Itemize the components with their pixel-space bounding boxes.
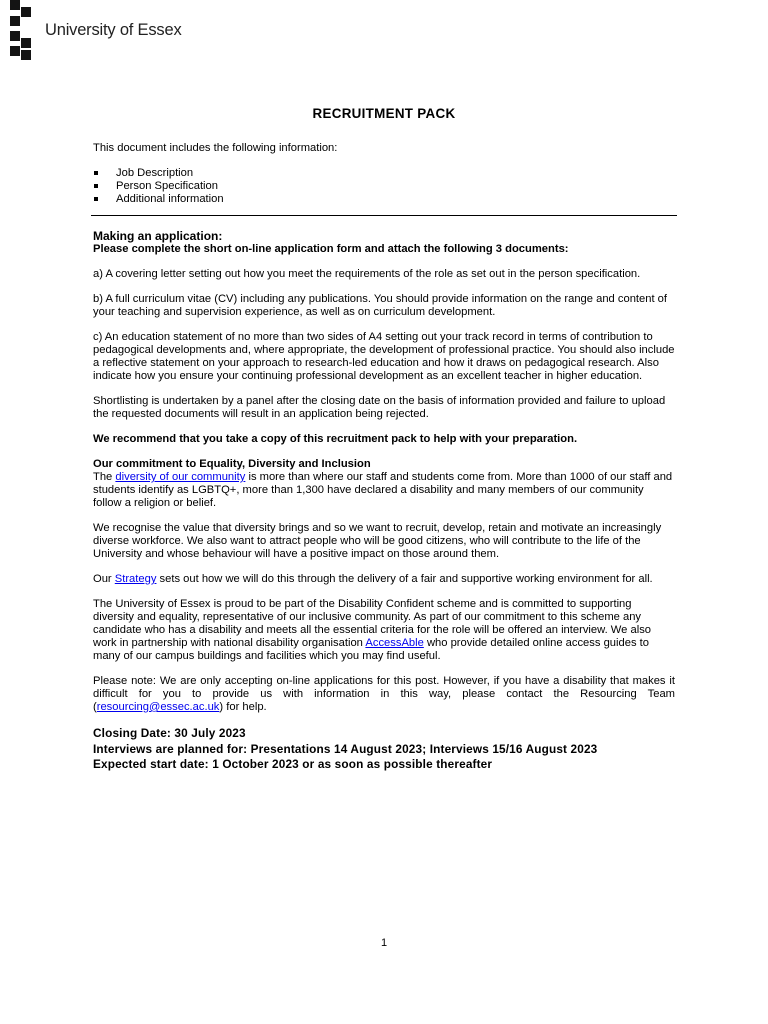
logo-text: University of Essex <box>45 21 182 39</box>
equality-paragraph-2: We recognise the value that diversity brings and so we want to recruit, develop, retain and motivate an increasingly diverse workforce. We also want to attract people who will be good citizens, who will contribute to the life of the University and whose behaviour will have a positive impact on those around them. <box>93 522 662 560</box>
resourcing-email-link[interactable]: resourcing@essec.ac.uk <box>96 701 220 713</box>
recommend-text: We recommend that you take a copy of this recruitment pack to help with your preparation. <box>93 433 578 445</box>
list-item: Job Description <box>93 167 675 180</box>
page-number: 1 <box>380 937 388 949</box>
closing-date: Closing Date: 30 July 2023 <box>93 726 246 740</box>
equality-paragraph-3: Our Strategy sets out how we will do this through the delivery of a fair and supportive working environment for all. <box>93 573 653 585</box>
requirement-c: c) An education statement of no more than two sides of A4 setting out your track record in terms of contribution to pedagogical developments and, where appropriate, the development of professional practice. You should also include a reflective statement on your approach to research-led education and how it draws on pedagogical research. Also indicate how you ensure your continuing professional development as an excellent teacher in higher education. <box>93 331 675 382</box>
application-subheading: Please complete the short on-line application form and attach the following 3 documents: <box>93 243 569 255</box>
equality-paragraph-5: Please note: We are only accepting on-line applications for this post. However, if you have a disability that makes it difficult for you to provide us with information in this way, please contact the Resourcing Team (resourcing@essec.ac.uk) for help. <box>93 675 675 713</box>
document-body <box>93 142 675 773</box>
bullet-icon <box>94 197 98 201</box>
requirement-a: a) A covering letter setting out how you meet the requirements of the role as set out in the person specification. <box>93 268 641 280</box>
intro-text: This document includes the following information: <box>93 142 338 154</box>
bullet-icon <box>94 184 98 188</box>
strategy-link[interactable]: Strategy <box>114 573 157 585</box>
equality-paragraph-1: The diversity of our community is more than where our staff and students come from. More than 1000 of our staff and students identify as LGBTQ+, more than 1,300 have declared a disability and many members of our community follow a religion or belief. <box>93 471 673 509</box>
list-item: Person Specification <box>93 180 675 193</box>
includes-list <box>93 167 675 206</box>
university-logo <box>10 0 36 60</box>
list-item: Additional information <box>93 193 675 206</box>
divider <box>91 215 677 216</box>
equality-paragraph-4: The University of Essex is proud to be part of the Disability Confident scheme and is committed to supporting diversity and equality, representative of our inclusive community. As part of our commitment to this scheme any candidate who has a disability and meets all the essential criteria for the role will be offered an interview. We also work in partnership with national disability organisation AccessAble who provide detailed online access guides to many of our campus buildings and facilities which you may find useful. <box>93 598 652 662</box>
start-date: Expected start date: 1 October 2023 or as soon as possible thereafter <box>93 757 493 771</box>
page-title: RECRUITMENT PACK <box>312 106 456 121</box>
diversity-link[interactable]: diversity of our community <box>115 471 246 483</box>
requirement-b: b) A full curriculum vitae (CV) including any publications. You should provide information on the range and content of your teaching and supervision experience, as well as on curriculum development. <box>93 293 668 318</box>
accessable-link[interactable]: AccessAble <box>365 637 424 649</box>
interview-dates: Interviews are planned for: Presentations 14 August 2023; Interviews 15/16 August 2023 <box>93 741 598 756</box>
shortlisting-text: Shortlisting is undertaken by a panel after the closing date on the basis of information provided and failure to upload the requested documents will result in an application being rejected. <box>93 395 666 420</box>
equality-heading: Our commitment to Equality, Diversity and Inclusion <box>93 458 371 470</box>
application-heading: Making an application: <box>93 229 223 243</box>
bullet-icon <box>94 171 98 175</box>
